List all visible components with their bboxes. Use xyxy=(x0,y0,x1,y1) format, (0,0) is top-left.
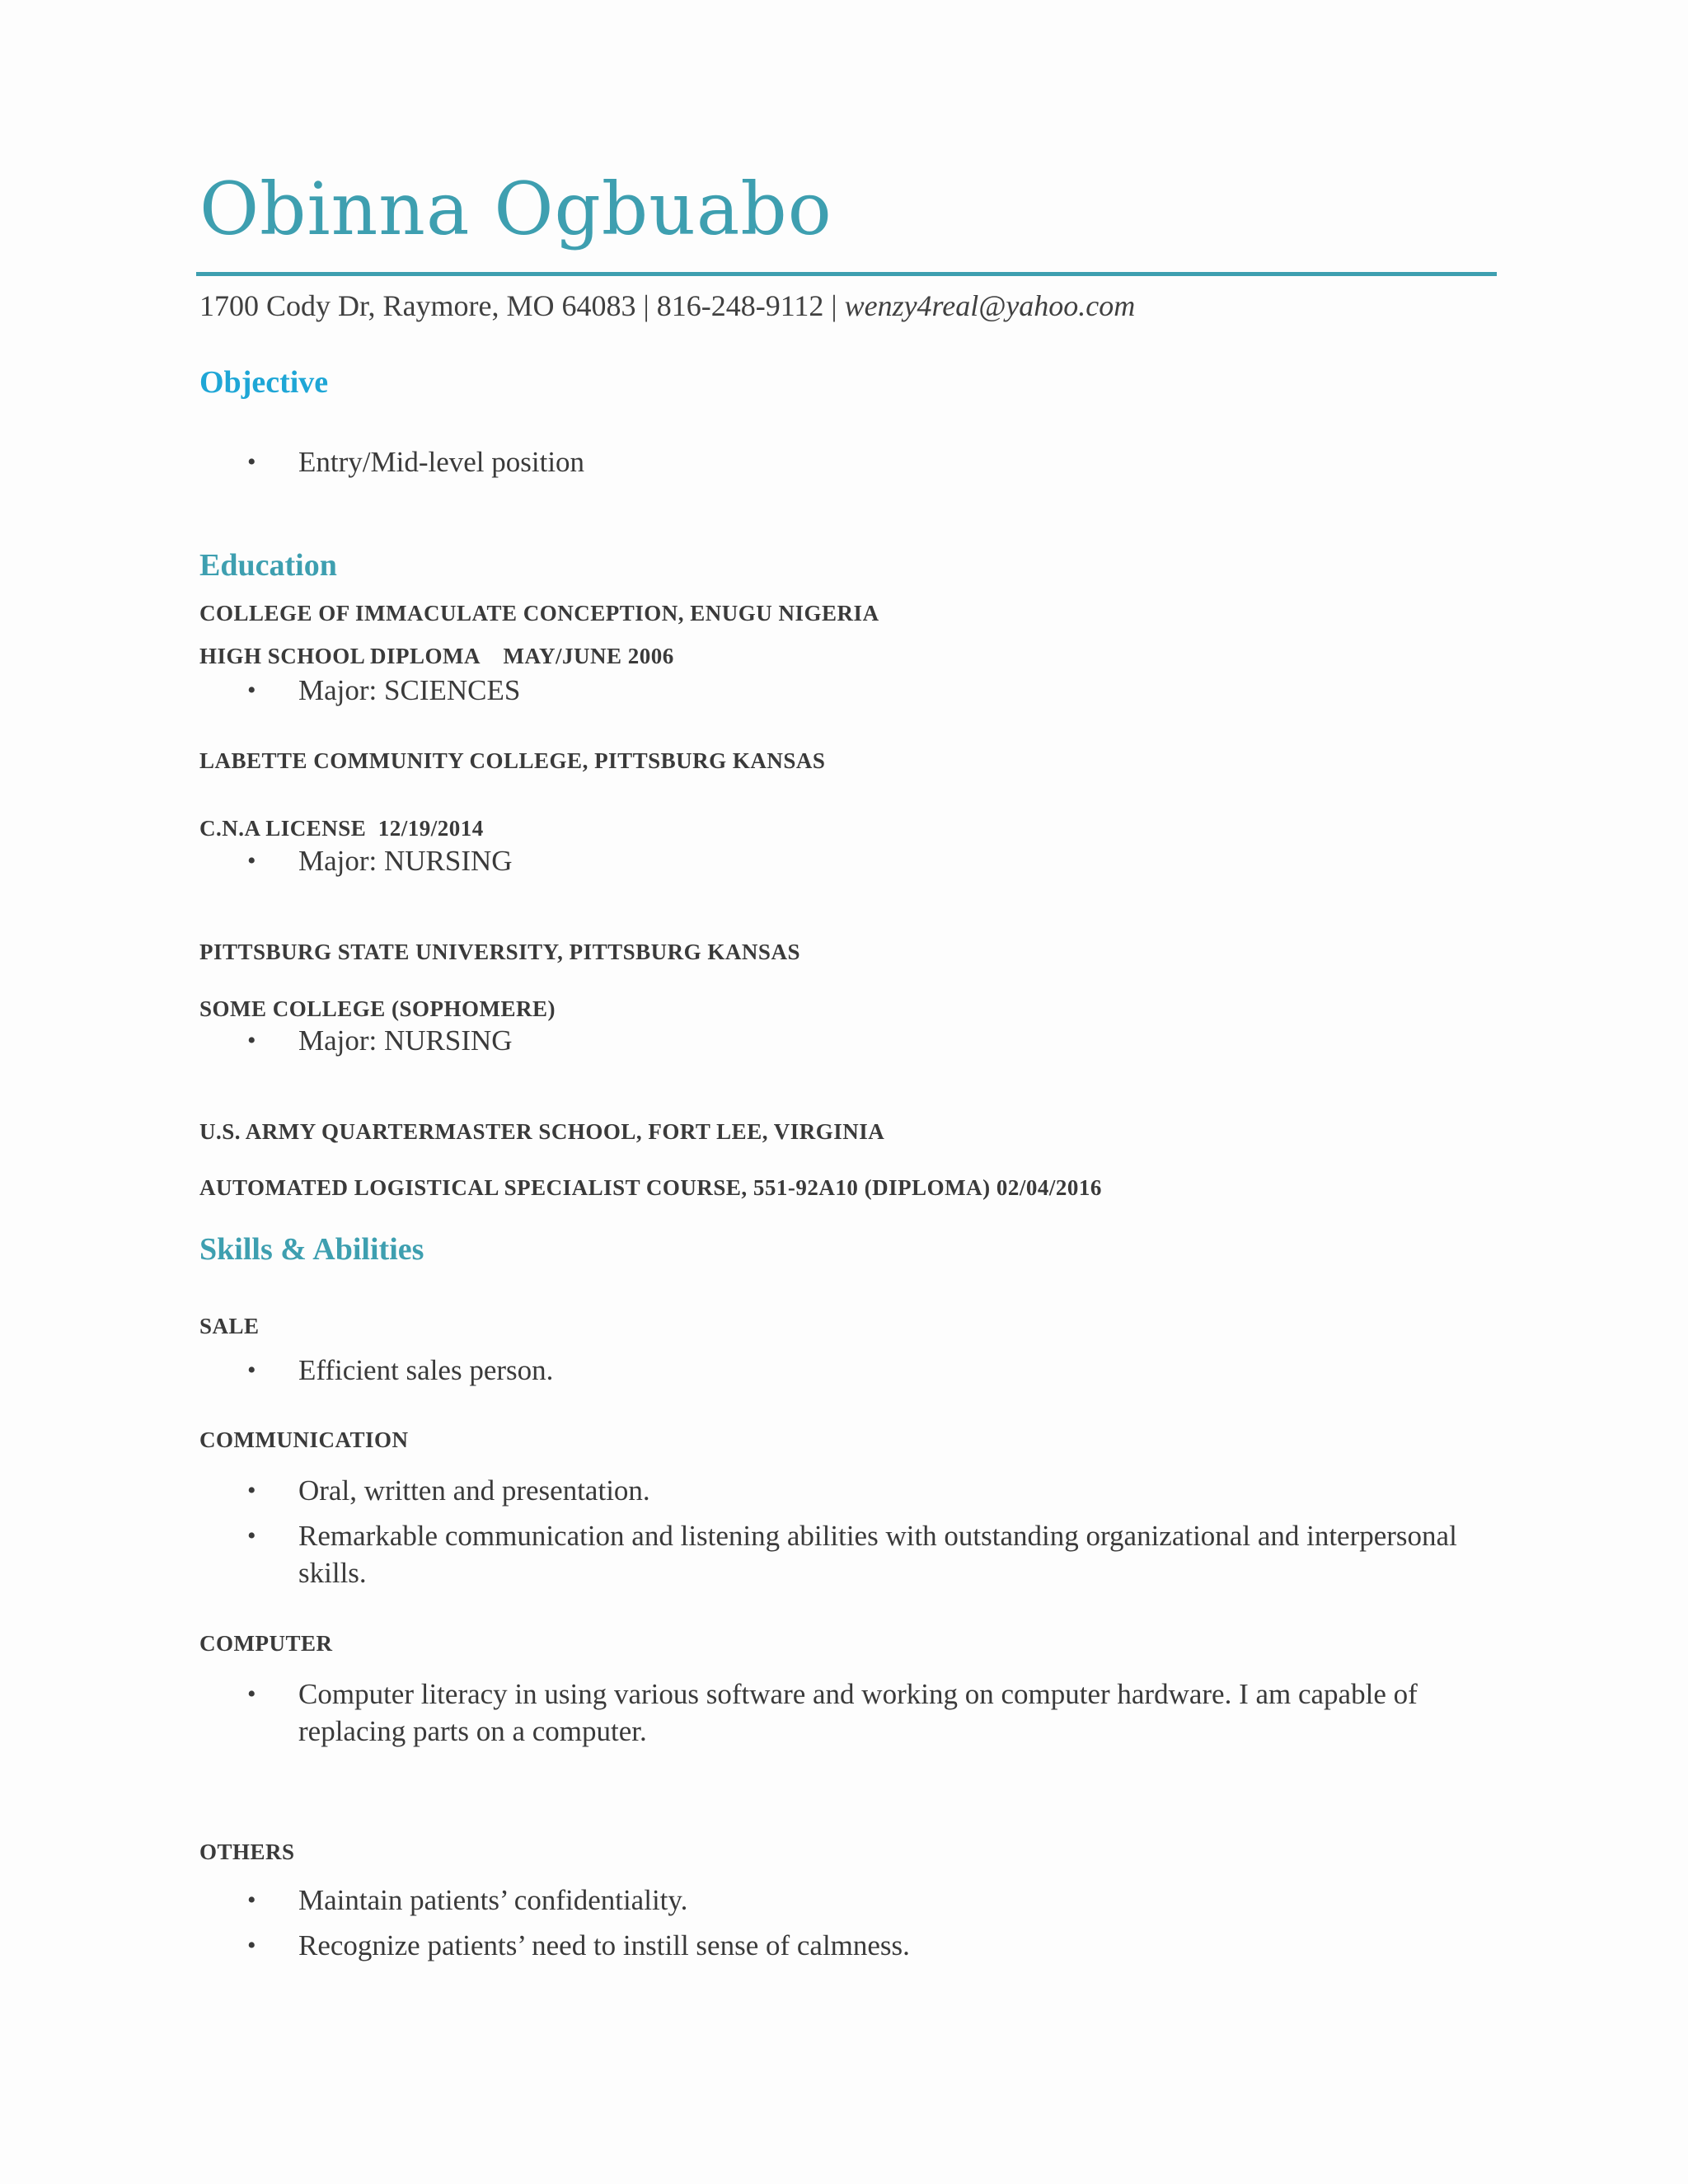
bullet-icon: • xyxy=(247,1027,256,1054)
objective-item: • Entry/Mid-level position xyxy=(247,443,1500,480)
education-credential: AUTOMATED LOGISTICAL SPECIALIST COURSE, 551-92A10 (DIPLOMA) 02/04/2016 xyxy=(199,1175,1102,1200)
header-divider xyxy=(196,272,1497,276)
skill-group-title: COMPUTER xyxy=(199,1631,333,1656)
contact-email[interactable]: wenzy4real@yahoo.com xyxy=(844,289,1136,322)
contact-address-phone: 1700 Cody Dr, Raymore, MO 64083 | 816-248-9112 | xyxy=(199,289,837,322)
bullet-icon: • xyxy=(247,1522,256,1549)
education-school: PITTSBURG STATE UNIVERSITY, PITTSBURG KANSAS xyxy=(199,940,800,964)
bullet-icon: • xyxy=(247,1932,256,1959)
objective-heading: Objective xyxy=(199,365,329,400)
bullet-icon: • xyxy=(247,1886,256,1914)
bullet-icon: • xyxy=(247,448,256,476)
education-credential: C.N.A LICENSE 12/19/2014 xyxy=(199,816,484,841)
bullet-icon: • xyxy=(247,1680,256,1708)
skill-group-title: COMMUNICATION xyxy=(199,1427,409,1452)
contact-line xyxy=(199,288,1135,323)
education-major: • Major: SCIENCES xyxy=(247,672,1500,709)
skill-item: • Recognize patients’ need to instill sense of calmness. xyxy=(247,1927,1500,1964)
skill-item: • Efficient sales person. xyxy=(247,1352,1500,1389)
education-school: LABETTE COMMUNITY COLLEGE, PITTSBURG KANSAS xyxy=(199,748,826,773)
skill-group-title: SALE xyxy=(199,1314,260,1338)
skill-item: • Maintain patients’ confidentiality. xyxy=(247,1882,1500,1919)
skill-group-title: OTHERS xyxy=(199,1840,295,1864)
skill-item: • Remarkable communication and listening abilities with outstanding organizational and interpersonal skills. xyxy=(247,1517,1500,1591)
education-school: COLLEGE OF IMMACULATE CONCEPTION, ENUGU NIGERIA xyxy=(199,601,879,626)
bullet-icon: • xyxy=(247,1357,256,1384)
skill-item: • Computer literacy in using various software and working on computer hardware. I am capable of replacing parts on a computer. xyxy=(247,1675,1500,1750)
education-major: • Major: NURSING xyxy=(247,1022,1500,1059)
skill-item: • Oral, written and presentation. xyxy=(247,1472,1500,1509)
education-credential: HIGH SCHOOL DIPLOMA MAY/JUNE 2006 xyxy=(199,644,674,668)
education-school: U.S. ARMY QUARTERMASTER SCHOOL, FORT LEE, VIRGINIA xyxy=(199,1119,885,1144)
skills-heading: Skills & Abilities xyxy=(199,1232,424,1267)
education-major: • Major: NURSING xyxy=(247,842,1500,879)
bullet-icon: • xyxy=(247,677,256,704)
candidate-name: Obinna Ogbuabo xyxy=(199,166,832,251)
education-heading: Education xyxy=(199,548,337,583)
education-credential: SOME COLLEGE (SOPHOMERE) xyxy=(199,996,556,1021)
bullet-icon: • xyxy=(247,1477,256,1504)
bullet-icon: • xyxy=(247,847,256,874)
